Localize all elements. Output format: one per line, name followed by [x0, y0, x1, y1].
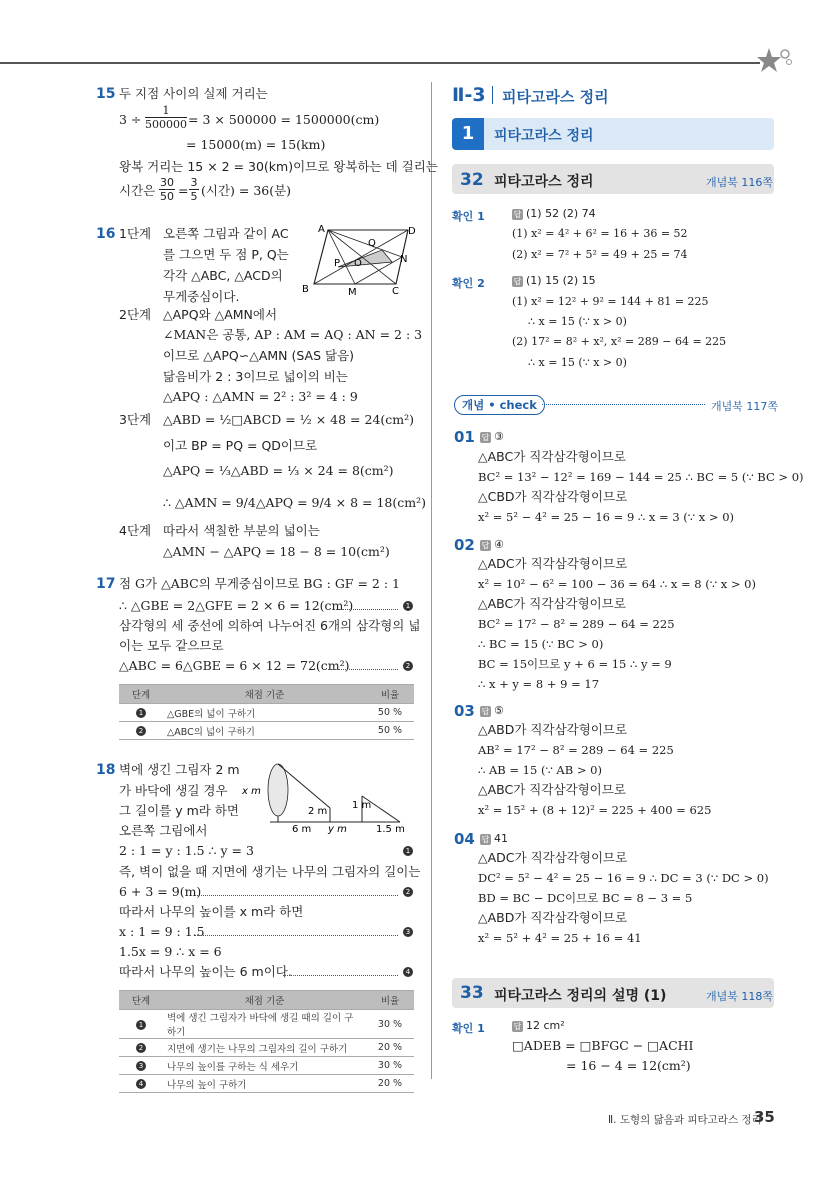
q18-r3-ratio: 30 %: [366, 1057, 414, 1075]
q15-line5c: (시간) = 36(분): [201, 183, 292, 198]
q18-marker2: 2: [403, 887, 413, 897]
table-row: [119, 1010, 414, 1039]
q16-step4: 4단계: [119, 523, 152, 538]
p02-b: x² = 10² − 6² = 100 − 36 = 64 ∴ x = 8 (∵ x > 0): [478, 577, 756, 591]
s32-title: 피타고라스 정리: [494, 174, 594, 190]
p01-answer: [480, 429, 504, 445]
fig-label-B: B: [302, 284, 309, 295]
q17-l3: 삼각형의 세 중선에 의하여 나누어진 6개의 삼각형의 넓: [119, 618, 421, 633]
s33-c1ans: 12 cm²: [526, 1019, 565, 1032]
q18-th-criteria: 채점 기준: [163, 991, 366, 1010]
q18-l9: x : 1 = 9 : 1.5: [119, 924, 205, 939]
q15-f1n: 30: [160, 176, 174, 189]
q16-s2a: △APQ와 △AMN에서: [163, 307, 278, 322]
p04-a: △ADC가 직각삼각형이므로: [478, 850, 628, 865]
q16-step2: 2단계: [119, 307, 152, 322]
footer-chapter: Ⅱ. 도형의 닮음과 피타고라스 정리: [608, 1114, 762, 1126]
p03-a: △ABD가 직각삼각형이므로: [478, 722, 628, 737]
p01-c: △CBD가 직각삼각형이므로: [478, 489, 628, 504]
fig-ym: y m: [328, 824, 347, 835]
q16-s1b: 를 그으면 두 점 P, Q는: [163, 247, 289, 262]
fig-label-N: N: [400, 254, 408, 265]
p02-number: 02: [454, 536, 475, 554]
table-row: [119, 1057, 414, 1075]
q15-frac-num: 1: [162, 104, 170, 117]
q18-marker4: 4: [403, 967, 413, 977]
p04-d: △ABD가 직각삼각형이므로: [478, 910, 628, 925]
s32-c1ans: (1) 52 (2) 74: [526, 207, 596, 220]
star-icon: [755, 44, 795, 78]
q18-l10: 1.5x = 9 ∴ x = 6: [119, 944, 222, 959]
s32-c1a: (1) x² = 4² + 6² = 16 + 36 = 52: [512, 227, 688, 240]
q18-r4-step: 4: [136, 1079, 146, 1089]
p03-b: AB² = 17² − 8² = 289 − 64 = 225: [478, 743, 674, 757]
table-row: [119, 1075, 414, 1093]
q17-r1-criteria: △GBE의 넓이 구하기: [163, 704, 366, 722]
concept-check-label: 개념 • check: [454, 395, 545, 415]
p01-ans: ③: [494, 430, 504, 443]
q18-r1-criteria: 벽에 생긴 그림자가 바닥에 생길 때의 길이 구하기: [163, 1010, 366, 1039]
q18-leader2: [195, 887, 398, 896]
s33-a: □ADEB = □BFGC − □ACHI: [512, 1038, 694, 1053]
fig-1m: 1 m: [352, 800, 372, 811]
q18-l8: 따라서 나무의 높이를 x m라 하면: [119, 904, 304, 919]
p02-d: BC² = 17² − 8² = 289 − 64 = 225: [478, 617, 675, 631]
q17-leader2: [328, 661, 398, 670]
q18-l3: 그 길이를 y m라 하면: [119, 803, 239, 818]
s33-title: 피타고라스 정리의 설명 (1): [494, 988, 667, 1004]
answer-badge-icon: 답: [481, 834, 490, 844]
q18-l6: 즉, 벽이 없을 때 지면에 생기는 나무의 그림자의 길이는: [119, 864, 421, 879]
q15-frac3: [189, 176, 199, 203]
fig-label-O: O: [354, 258, 362, 269]
q18-score-table: [119, 990, 414, 1093]
unit-title: 피타고라스 정리: [502, 88, 609, 106]
page-number: 35: [754, 1108, 775, 1126]
q17-r1-ratio: 50 %: [366, 704, 414, 722]
answer-badge-icon: 답: [513, 209, 522, 219]
s32-check1-answer: [512, 206, 596, 222]
q16-parallelogram-figure: [300, 222, 420, 300]
p02-a: △ADC가 직각삼각형이므로: [478, 556, 628, 571]
column-divider: [431, 82, 432, 1079]
q16-number: 16: [96, 226, 116, 242]
p04-ans: 41: [494, 832, 508, 845]
q16-s3b: 이고 BP = PQ = QD이므로: [163, 438, 318, 453]
fig-label-C: C: [392, 286, 399, 297]
s32-c2b: ∴ x = 15 (∵ x > 0): [528, 315, 627, 328]
p04-b: DC² = 5² − 4² = 25 − 16 = 9 ∴ DC = 3 (∵ DC > 0): [478, 871, 769, 885]
s32-c1b: (2) x² = 7² + 5² = 49 + 25 = 74: [512, 248, 688, 261]
q18-l5: 2 : 1 = y : 1.5 ∴ y = 3: [119, 843, 254, 858]
top-rule: [0, 62, 760, 64]
q15-f2d: 5: [190, 190, 198, 203]
p02-e: ∴ BC = 15 (∵ BC > 0): [478, 637, 604, 651]
answer-badge-icon: 답: [481, 432, 490, 442]
p04-answer: [480, 831, 508, 847]
q17-r1-step: 1: [136, 708, 146, 718]
q17-r2-step: 2: [136, 726, 146, 736]
section1-number: 1: [452, 118, 484, 150]
fig-2m: 2 m: [308, 806, 328, 817]
answer-badge-icon: 답: [513, 1021, 522, 1031]
table-row: [119, 1039, 414, 1057]
p01-b: BC² = 13² − 12² = 169 − 144 = 25 ∴ BC = 5 (∵ BC > 0): [478, 470, 804, 484]
q18-leader3: [195, 927, 398, 936]
q17-leader1: [338, 601, 398, 610]
q17-l1: 점 G가 △ABC의 무게중심이므로 BG : GF = 2 : 1: [119, 576, 400, 591]
q18-marker3: 3: [403, 927, 413, 937]
q16-s1d: 무게중심이다.: [163, 289, 240, 304]
q18-r1-step: 1: [136, 1020, 146, 1030]
s32-check2: 확인 2: [452, 277, 485, 290]
fig-label-M: M: [348, 287, 357, 298]
q17-th-step: 단계: [119, 685, 163, 704]
q17-th-criteria: 채점 기준: [163, 685, 366, 704]
q17-l5: △ABC = 6△GBE = 6 × 12 = 72(cm²): [119, 658, 350, 673]
s32-check1: 확인 1: [452, 210, 485, 223]
q18-r2-step: 2: [136, 1043, 146, 1053]
s32-c2a: (1) x² = 12² + 9² = 144 + 81 = 225: [512, 295, 709, 308]
q15-eq: =: [178, 183, 189, 198]
q18-marker1: 1: [403, 846, 413, 856]
q16-step3: 3단계: [119, 412, 152, 427]
p03-number: 03: [454, 702, 475, 720]
fig-6m: 6 m: [292, 824, 312, 835]
q15-line4: 왕복 거리는 15 × 2 = 30(km)이므로 왕복하는 데 걸리는: [119, 159, 438, 174]
tree-icon: [268, 764, 288, 816]
p02-f: BC = 15이므로 y + 6 = 15 ∴ y = 9: [478, 657, 672, 671]
p02-c: △ABC가 직각삼각형이므로: [478, 596, 626, 611]
q16-s4b: △AMN − △APQ = 18 − 8 = 10(cm²): [163, 544, 390, 559]
p04-c: BD = BC − DC이므로 BC = 8 − 3 = 5: [478, 891, 693, 905]
answer-badge-icon: 답: [481, 540, 490, 550]
q17-number: 17: [96, 576, 116, 592]
fig-label-Q: Q: [368, 238, 376, 249]
fig-xm: x m: [242, 786, 261, 797]
q15-line1: 두 지점 사이의 실제 거리는: [119, 86, 268, 101]
p01-d: x² = 5² − 4² = 25 − 16 = 9 ∴ x = 3 (∵ x > 0): [478, 510, 734, 524]
q16-s2e: △APQ : △AMN = 2² : 3² = 4 : 9: [163, 389, 358, 404]
q18-l7: 6 + 3 = 9(m): [119, 884, 202, 899]
s33-number: 33: [460, 983, 484, 1003]
q18-th-step: 단계: [119, 991, 163, 1010]
answer-badge-icon: 답: [481, 706, 490, 716]
q15-number: 15: [96, 86, 116, 102]
p03-c: ∴ AB = 15 (∵ AB > 0): [478, 763, 602, 777]
p04-e: x² = 5² + 4² = 25 + 16 = 41: [478, 931, 642, 945]
q17-th-ratio: 비율: [366, 685, 414, 704]
s33-check1-answer: [512, 1018, 565, 1034]
q18-r1-ratio: 30 %: [366, 1010, 414, 1039]
p02-answer: [480, 537, 504, 553]
q16-s2b: ∠MAN은 공통, AP : AM = AQ : AN = 2 : 3: [163, 327, 423, 342]
q15-f2n: 3: [190, 176, 198, 189]
p03-e: x² = 15² + (8 + 12)² = 225 + 400 = 625: [478, 803, 712, 817]
unit-separator: [492, 86, 493, 104]
q18-th-ratio: 비율: [366, 991, 414, 1010]
q16-step1: 1단계: [119, 226, 152, 241]
q18-r4-criteria: 나무의 높이 구하기: [163, 1075, 366, 1093]
q17-l4: 이는 모두 같으므로: [119, 638, 224, 653]
fig-label-P: P: [334, 258, 341, 269]
q15-line5a: 시간은: [119, 183, 156, 198]
s32-number: 32: [460, 170, 484, 190]
q18-tree-shadow-figure: [240, 760, 415, 838]
concept-check-ref: 개념북 117쪽: [711, 400, 778, 413]
q17-r2-criteria: △ABC의 넓이 구하기: [163, 722, 366, 740]
table-row: [119, 704, 414, 722]
q16-s2d: 닮음비가 2 : 3이므로 넓이의 비는: [163, 369, 348, 384]
section1-title: 피타고라스 정리: [494, 128, 594, 144]
q15-frac2: [159, 176, 175, 203]
concept-check-rule: [542, 404, 705, 405]
q16-s3a: △ABD = ½□ABCD = ½ × 48 = 24(cm²): [163, 412, 415, 427]
q15-frac-den: 500000: [145, 118, 187, 131]
fig-label-A: A: [318, 224, 325, 235]
q16-s1c: 각각 △ABC, △ACD의: [163, 268, 283, 283]
q15-line3: = 15000(m) = 15(km): [186, 137, 326, 152]
p04-number: 04: [454, 830, 475, 848]
p03-ans: ⑤: [494, 704, 504, 717]
p01-number: 01: [454, 428, 475, 446]
q15-line2a: 3 ÷: [119, 112, 142, 127]
q17-l2: ∴ △GBE = 2△GFE = 2 × 6 = 12(cm²): [119, 598, 354, 613]
q16-s3c: △APQ = ⅓△ABD = ⅓ × 24 = 8(cm²): [163, 463, 394, 478]
s32-c2ans: (1) 15 (2) 15: [526, 274, 596, 287]
q15-f1d: 50: [160, 190, 174, 203]
q17-marker1: 1: [403, 601, 413, 611]
p03-answer: [480, 703, 504, 719]
s32-c2c: (2) 17² = 8² + x², x² = 289 − 64 = 225: [512, 335, 727, 348]
fig-15m: 1.5 m: [376, 824, 405, 835]
p02-g: ∴ x + y = 8 + 9 = 17: [478, 677, 600, 691]
q18-l1: 벽에 생긴 그림자 2 m: [119, 762, 240, 777]
q15-line2b: = 3 × 500000 = 1500000(cm): [188, 112, 380, 127]
q18-l4: 오른쪽 그림에서: [119, 823, 208, 838]
s32-ref: 개념북 116쪽: [706, 176, 773, 189]
table-row: [119, 722, 414, 740]
q18-r3-step: 3: [136, 1061, 146, 1071]
q18-number: 18: [96, 762, 116, 778]
q18-r3-criteria: 나무의 높이를 구하는 식 세우기: [163, 1057, 366, 1075]
q16-s2c: 이므로 △APQ∽△AMN (SAS 닮음): [163, 348, 355, 363]
q16-s4a: 따라서 색칠한 부분의 넓이는: [163, 523, 320, 538]
q17-r2-ratio: 50 %: [366, 722, 414, 740]
p01-a: △ABC가 직각삼각형이므로: [478, 449, 626, 464]
q18-r2-criteria: 지면에 생기는 나무의 그림자의 길이 구하기: [163, 1039, 366, 1057]
s32-check2-answer: [512, 273, 596, 289]
q17-score-table: [119, 684, 414, 740]
q15-fraction: [145, 104, 187, 131]
q17-marker2: 2: [403, 661, 413, 671]
q16-s1a: 오른쪽 그림과 같이 AC: [163, 226, 289, 241]
q16-s3d: ∴ △AMN = 9/4△APQ = 9/4 × 8 = 18(cm²): [163, 495, 426, 510]
p03-d: △ABC가 직각삼각형이므로: [478, 782, 626, 797]
q18-r2-ratio: 20 %: [366, 1039, 414, 1057]
unit-number: Ⅱ-3: [452, 84, 486, 106]
s33-check1: 확인 1: [452, 1022, 485, 1035]
q18-leader4: [283, 967, 398, 976]
p02-ans: ④: [494, 538, 504, 551]
q18-r4-ratio: 20 %: [366, 1075, 414, 1093]
answer-badge-icon: 답: [513, 276, 522, 286]
s33-ref: 개념북 118쪽: [706, 990, 773, 1003]
s32-c2d: ∴ x = 15 (∵ x > 0): [528, 356, 627, 369]
q18-l11: 따라서 나무의 높이는 6 m이다.: [119, 964, 292, 979]
q18-l2: 가 바닥에 생길 경우: [119, 783, 228, 798]
fig-label-D: D: [408, 226, 416, 237]
s33-b: = 16 − 4 = 12(cm²): [566, 1058, 691, 1073]
